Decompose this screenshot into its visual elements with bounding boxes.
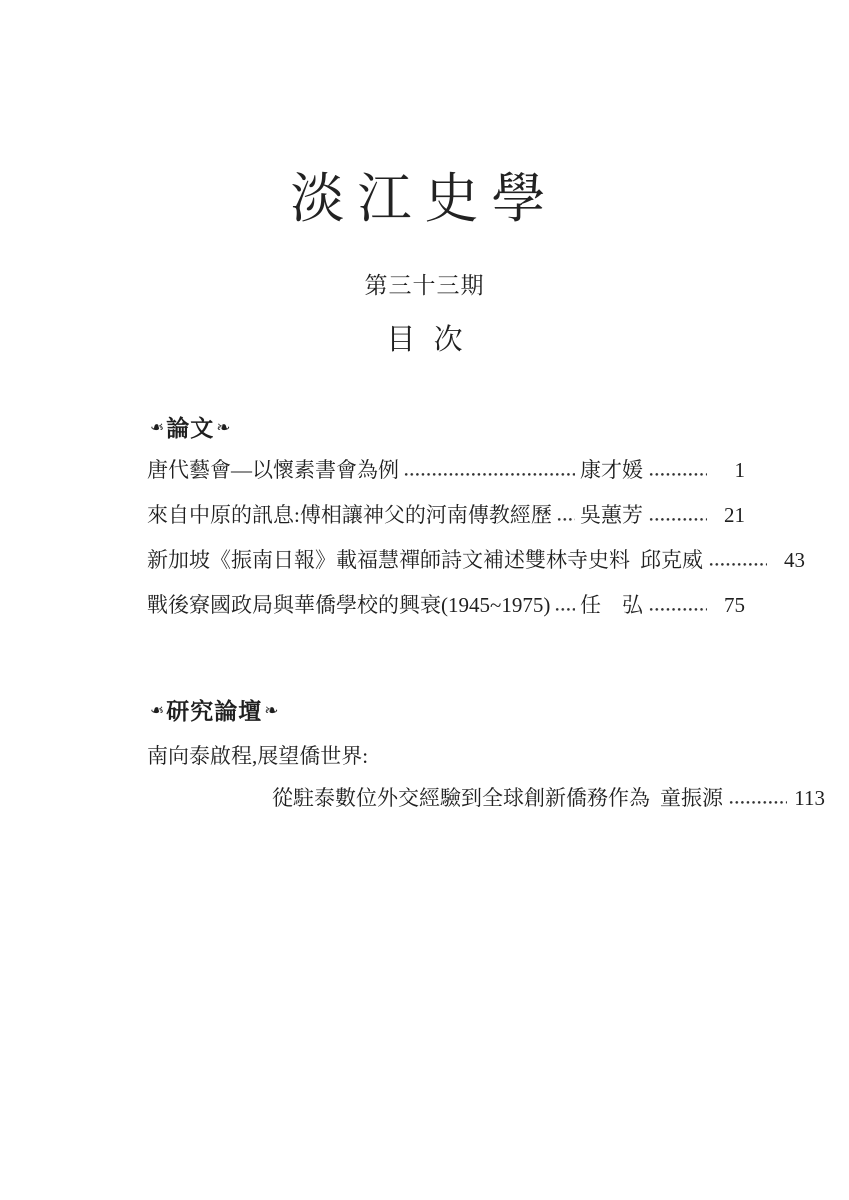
entry-title: 唐代藝會—以懷素書會為例	[147, 457, 399, 482]
entry-page-number: 75	[724, 592, 745, 617]
toc-entry	[147, 546, 805, 575]
essays-entry-list	[147, 456, 805, 620]
toc-entry	[147, 456, 745, 485]
toc-entry	[272, 784, 825, 813]
fleuron-left-icon: ❧	[149, 701, 165, 722]
journal-title: 淡江史學	[290, 169, 559, 229]
toc-entry	[147, 591, 745, 620]
section-heading-research-forum	[147, 697, 745, 727]
dot-leader	[404, 472, 575, 477]
section-heading-label: 研究論壇	[166, 698, 263, 724]
toc-title: 目 次	[386, 323, 463, 356]
entry-author: 任 弘	[580, 592, 643, 617]
entry-author: 吳蕙芳	[580, 502, 643, 527]
entry-page-number: 43	[784, 547, 805, 572]
dot-leader	[709, 562, 767, 567]
entry-page-number: 113	[794, 785, 825, 810]
dot-leader	[649, 607, 707, 612]
toc-entry	[147, 501, 745, 530]
entry-title: 戰後寮國政局與華僑學校的興衰(1945~1975)	[147, 592, 551, 617]
entry-author: 康才媛	[580, 457, 643, 482]
forum-entry	[147, 742, 825, 813]
dot-leader	[649, 472, 707, 477]
dot-leader	[555, 607, 575, 612]
fleuron-left-icon: ❧	[149, 418, 165, 439]
entry-title: 新加坡《振南日報》載福慧禪師詩文補述雙林寺史料	[147, 547, 630, 572]
entry-author: 邱克威	[640, 547, 703, 572]
entry-author: 童振源	[660, 785, 723, 810]
masthead	[0, 0, 849, 357]
entry-title-line2: 從駐泰數位外交經驗到全球創新僑務作為	[272, 785, 650, 810]
entry-title: 來自中原的訊息:傅相讓神父的河南傳教經歷	[147, 502, 552, 527]
section-heading-essays	[147, 414, 745, 444]
dot-leader	[649, 517, 707, 522]
dot-leader	[729, 800, 787, 805]
fleuron-right-icon: ❧	[264, 701, 280, 722]
entry-page-number: 21	[724, 502, 745, 527]
dot-leader	[557, 517, 575, 522]
issue-number: 第三十三期	[364, 273, 485, 299]
entry-title-line1: 南向泰啟程,展望僑世界:	[147, 743, 369, 768]
entry-page-number: 1	[734, 457, 745, 482]
section-heading-label: 論文	[166, 415, 215, 441]
fleuron-right-icon: ❧	[216, 418, 232, 439]
